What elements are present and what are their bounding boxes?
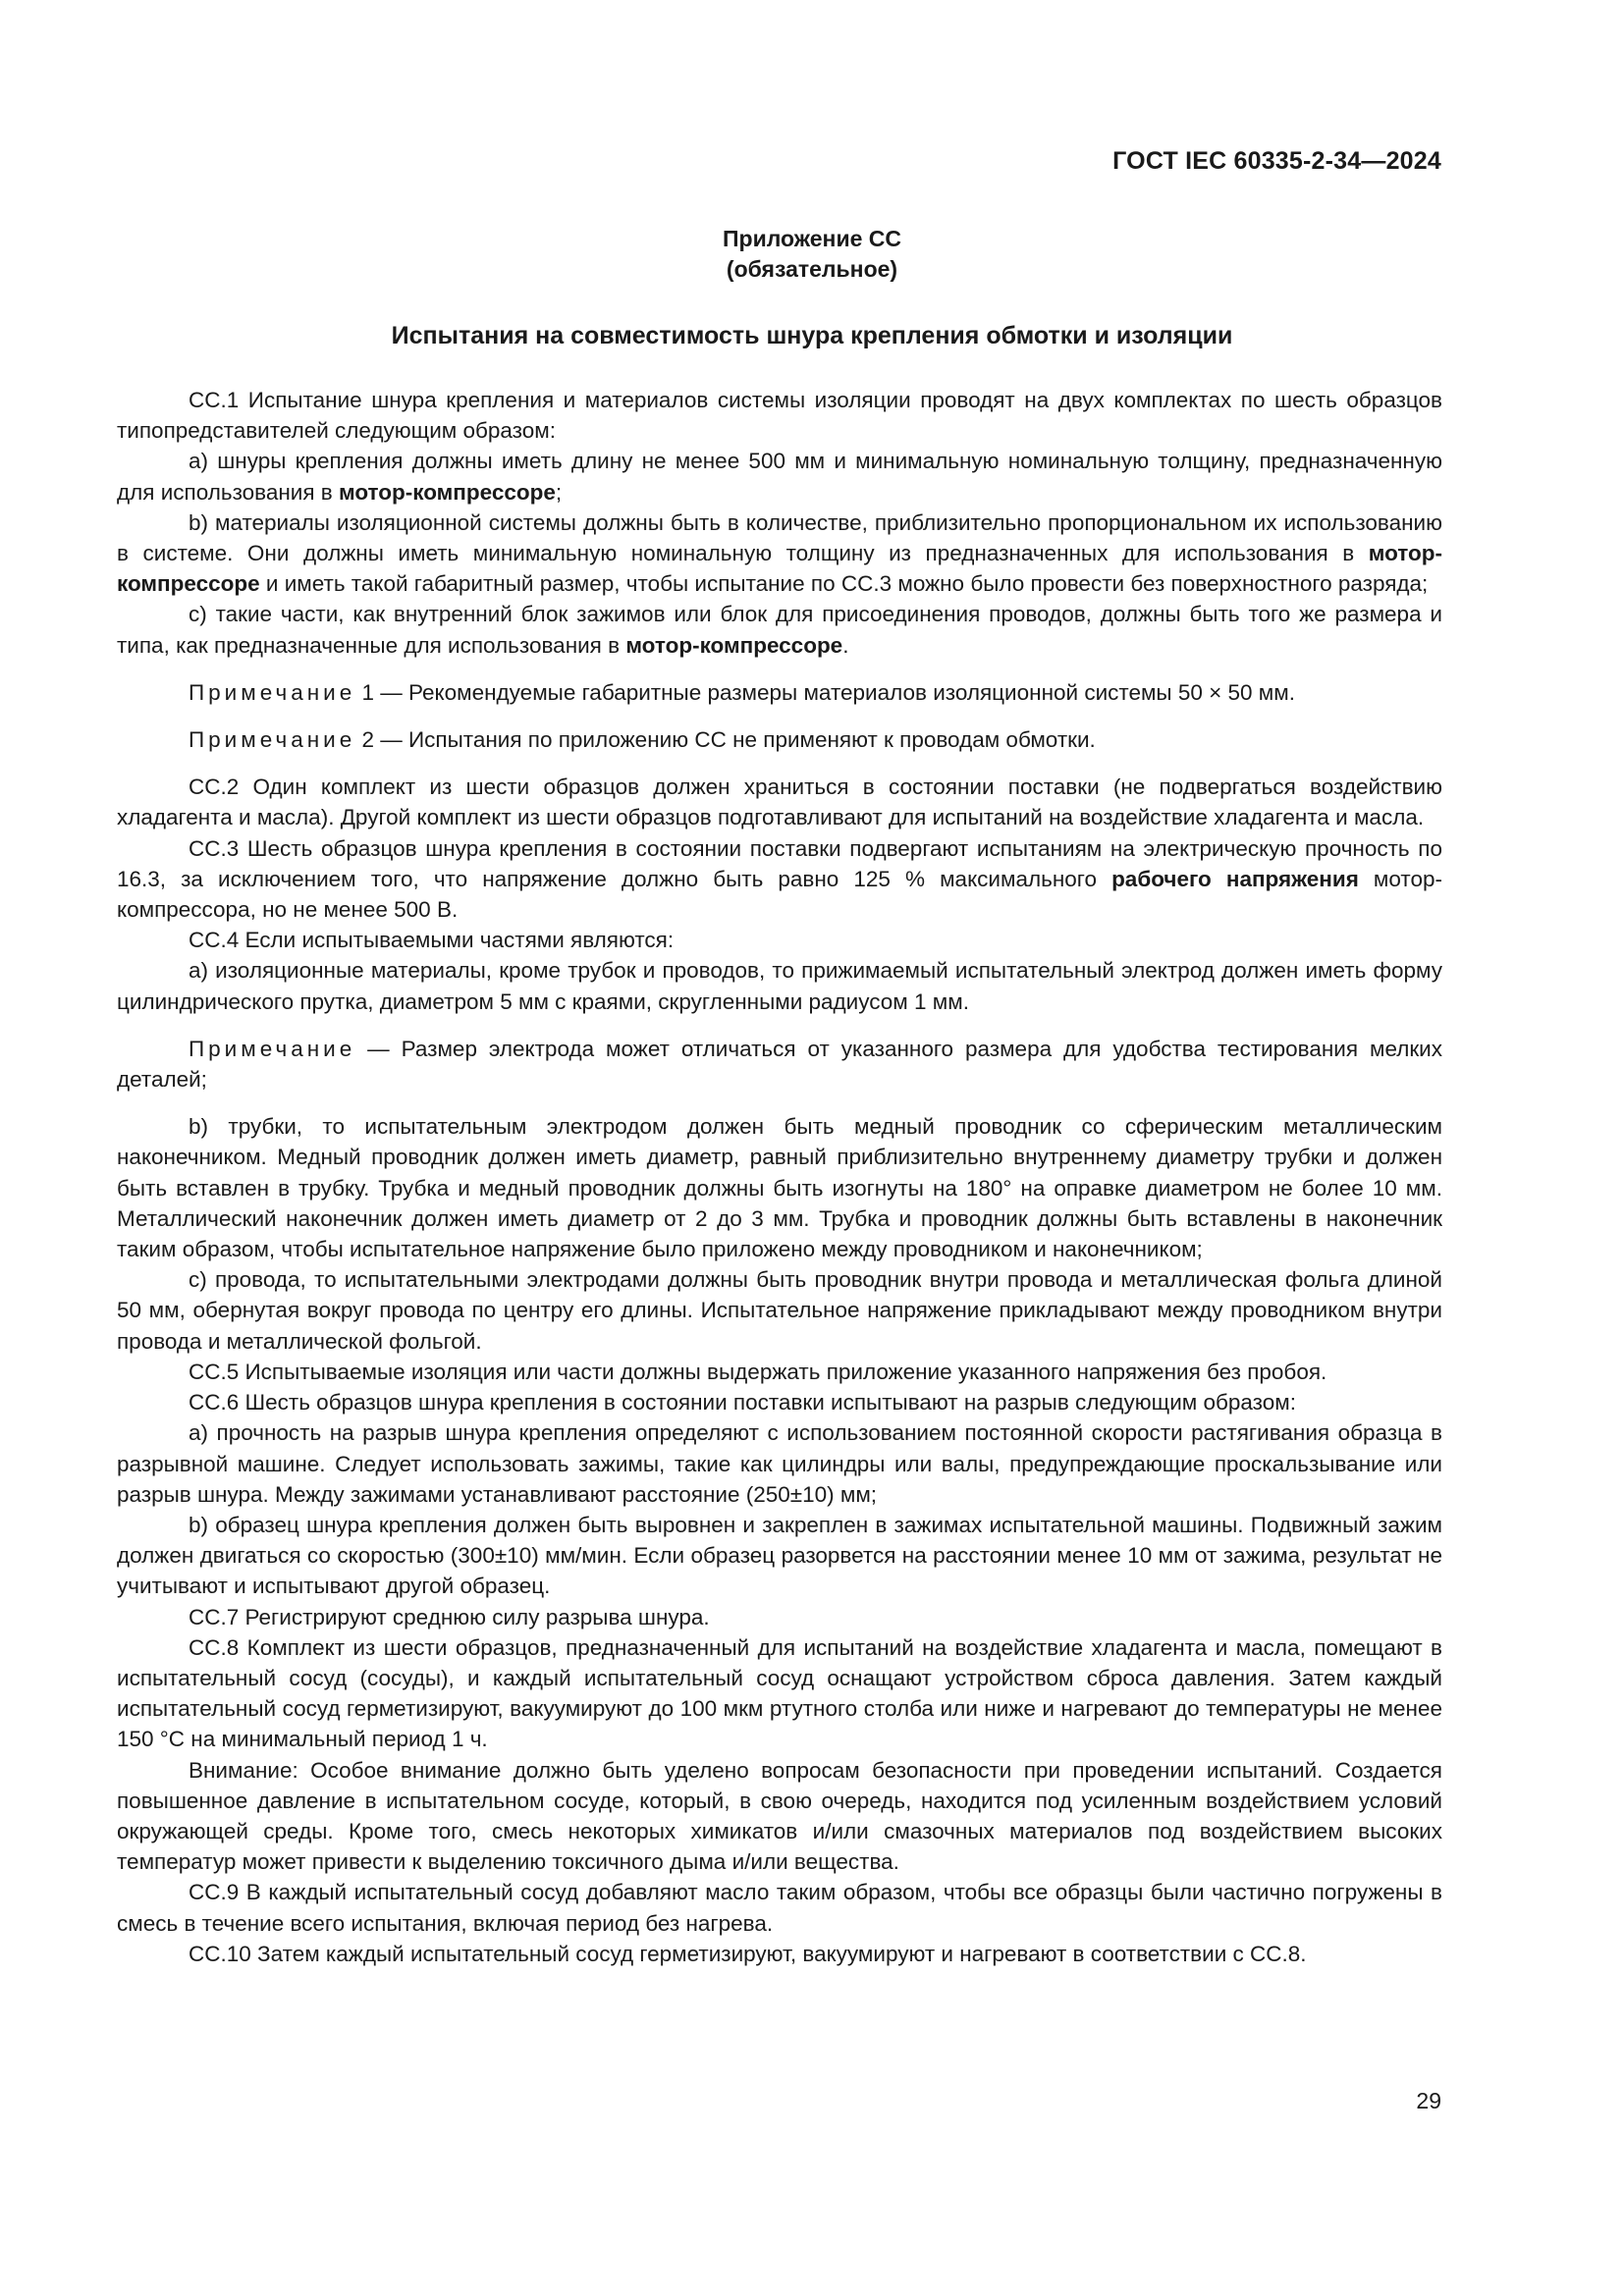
- clause-cc1-b-text2: и иметь такой габаритный размер, чтобы испытание по СС.3 можно было провести без поверхностного разряда;: [259, 571, 1429, 597]
- annex-title-block: [0, 224, 1624, 285]
- clause-cc8: СС.8 Комплект из шести образцов, предназначенный для испытаний на воздействие хладагента и масла, помещают в испытательный сосуд (сосуды), и каждый испытательный сосуд оснащают устройством сброса давления. Затем каждый испытательный сосуд герметизируют, вакуумируют до 100 мкм ртутного столба или ниже и нагревают до температуры не менее 150 °С на минимальный период 1 ч.: [117, 1634, 1442, 1752]
- clause-cc4-c: с) провода, то испытательными электродами должны быть проводник внутри провода и металлическая фольга длиной 50 мм, обернутая вокруг провода по центру его длины. Испытательное напряжение прикладывают между проводником внутри провода и металлической фольгой.: [117, 1267, 1442, 1354]
- clause-cc5: СС.5 Испытываемые изоляция или части должны выдержать приложение указанного напряжения без пробоя.: [189, 1359, 1327, 1384]
- note-label: Примечание: [189, 679, 356, 705]
- clause-cc1-b-text1: b) материалы изоляционной системы должны быть в количестве, приблизительно пропорциональном их использованию в системе. Они должны иметь минимальную номинальную толщину из предназначенных для использования в: [117, 509, 1442, 566]
- annex-heading: Испытания на совместимость шнура крепления обмотки и изоляции: [391, 322, 1233, 349]
- annex-status: (обязательное): [726, 256, 898, 282]
- clause-cc10: СС.10 Затем каждый испытательный сосуд герметизируют, вакуумируют и нагревают в соответствии с СС.8.: [189, 1941, 1307, 1966]
- clause-cc3: [117, 833, 1442, 926]
- annex-title: Приложение СС: [722, 226, 901, 251]
- clause-cc1-c: с) такие части, как внутренний блок зажимов или блок для присоединения проводов, должны быть того же размера и типа, как предназначенные для использования в мотор-компрессоре.: [117, 602, 1442, 658]
- clause-cc1-c-text: с) такие части, как внутренний блок зажимов или блок для присоединения проводов, должны быть того же размера и типа, как предназначенные для использования в: [117, 602, 1442, 658]
- clause-cc2: СС.2 Один комплект из шести образцов должен храниться в состоянии поставки (не подвергаться воздействию хладагента и масла). Другой комплект из шести образцов подготавливают для испытаний на воздействие хладагента и масла.: [117, 774, 1442, 830]
- clause-cc3-text1: СС.3 Шесть образцов шнура крепления в состоянии поставки подвергают испытаниям на электрическую прочность по 16.3, за исключением того, что напряжение должно быть равно 125 % максимального: [117, 835, 1442, 891]
- term-motor-compressor: мотор-компрессоре: [625, 632, 843, 658]
- clause-cc3-text2: мотор-компрессора, но не менее 500 В.: [117, 866, 1442, 923]
- clause-cc9: СС.9 В каждый испытательный сосуд добавляют масло таким образом, чтобы все образцы были частично погружены в смесь в течение всего испытания, включая период без нагрева.: [117, 1880, 1442, 1936]
- note-label: Примечание: [189, 1036, 356, 1061]
- clause-cc6-a: а) прочность на разрыв шнура крепления определяют с использованием постоянной скорости растягивания образца в разрывной машине. Следует использовать зажимы, такие как цилиндры или валы, предупреждающие проскальзывание или разрыв шнура. Между зажимами устанавливают расстояние (250±10) мм;: [117, 1420, 1442, 1507]
- clause-cc4: СС.4 Если испытываемыми частями являются:: [189, 928, 675, 953]
- note-2: [117, 724, 1442, 755]
- page-number: 29: [1416, 2088, 1441, 2113]
- term-motor-compressor: мотор-компрессоре: [339, 479, 556, 505]
- clause-cc1: СС.1 Испытание шнура крепления и материалов системы изоляции проводят на двух комплектах по шесть образцов типопредставителей следующим образом:: [117, 388, 1442, 444]
- note-label: Примечание: [189, 727, 356, 753]
- document-body: [117, 385, 1442, 1969]
- note-2-text: 2 — Испытания по приложению СС не применяют к проводам обмотки.: [355, 727, 1096, 753]
- clause-cc1-b: [117, 507, 1442, 600]
- note-3: [117, 1034, 1442, 1095]
- clause-cc7: СС.7 Регистрируют среднюю силу разрыва шнура.: [189, 1604, 710, 1629]
- clause-cc6: СС.6 Шесть образцов шнура крепления в состоянии поставки испытывают на разрыв следующим образом:: [189, 1390, 1296, 1415]
- clause-cc4-a: а) изоляционные материалы, кроме трубок и проводов, то прижимаемый испытательный электрод должен иметь форму цилиндрического прутка, диаметром 5 мм с краями, скругленными радиусом 1 мм.: [117, 958, 1442, 1014]
- term-motor-compressor: мотор-компрессоре: [117, 541, 1442, 597]
- note-1: [117, 677, 1442, 708]
- clause-cc1-a: а) шнуры крепления должны иметь длину не менее 500 мм и минимальную номинальную толщину, предназначенную для использования в мотор-компрессоре;: [117, 449, 1442, 505]
- clause-cc6-b: b) образец шнура крепления должен быть выровнен и закреплен в зажимах испытательной машины. Подвижный зажим должен двигаться со скоростью (300±10) мм/мин. Если образец разорвется на расстоянии менее 10 мм от зажима, результат не учитывают и испытывают другой образец.: [117, 1512, 1442, 1599]
- note-1-text: 1 — Рекомендуемые габаритные размеры материалов изоляционной системы 50 × 50 мм.: [355, 679, 1295, 705]
- warning-paragraph: Внимание: Особое внимание должно быть уделено вопросам безопасности при проведении испытаний. Создается повышенное давление в испытательном сосуде, который, в свою очередь, находится под усиленным воздействием условий окружающей среды. Кроме того, смесь некоторых химикатов и/или смазочных материалов под воздействием высоких температур может привести к выделению токсичного дыма и/или вещества.: [117, 1757, 1442, 1875]
- note-3-text: — Размер электрода может отличаться от указанного размера для удобства тестирования мелких деталей;: [117, 1036, 1442, 1093]
- term-working-voltage: рабочего напряжения: [1111, 866, 1359, 891]
- clause-cc1-a-text: а) шнуры крепления должны иметь длину не менее 500 мм и минимальную номинальную толщину, предназначенную для использования в: [117, 449, 1442, 505]
- clause-cc4-b: b) трубки, то испытательным электродом должен быть медный проводник со сферическим металлическим наконечником. Медный проводник должен иметь диаметр, равный приблизительно внутреннему диаметру трубки и должен быть вставлен в трубку. Трубка и медный проводник должны быть изогнуты на 180° на оправке диаметром не более 10 мм. Металлический наконечник должен иметь диаметр от 2 до 3 мм. Трубка и проводник должны быть вставлены в наконечник таким образом, чтобы испытательное напряжение было приложено между проводником и наконечником;: [117, 1114, 1442, 1262]
- standard-code: ГОСТ IEC 60335-2-34—2024: [1112, 147, 1441, 175]
